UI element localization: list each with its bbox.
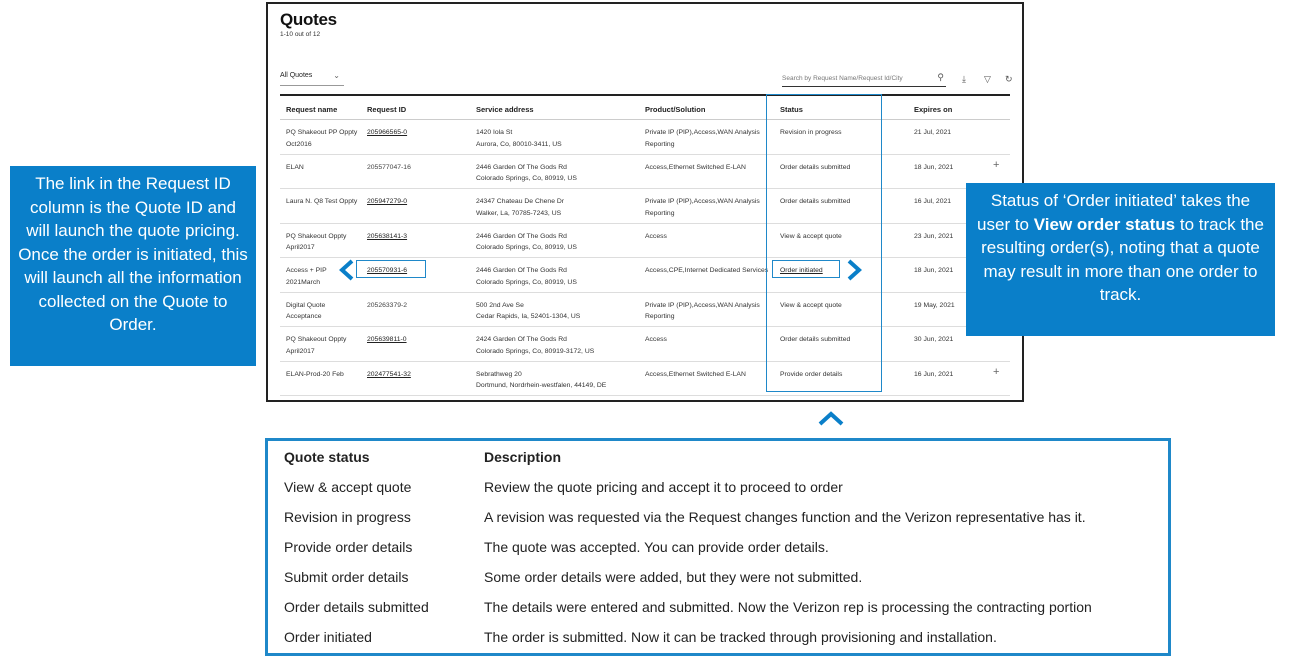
legend-header-description: Description [484,449,562,465]
quote-status-legend [265,438,1171,656]
table-row[interactable] [280,189,1010,224]
callout-right-text-pre: Status of ‘Order initiated’ takes the user to [977,191,1251,234]
legend-description: A revision was requested via the Request changes function and the Verizon representative has it. [484,509,1086,525]
request-name: Digital Quote Acceptance [286,301,326,320]
request-id-callout [10,166,256,366]
header-product[interactable]: Product/Solution [645,105,706,114]
request-name: PQ Shakeout Oppty April2017 [286,336,347,355]
address-line-2: Colorado Springs, Co, 80919, US [476,175,577,182]
search-input[interactable] [782,72,946,87]
quote-status: Order details submitted [780,163,851,171]
service-address [476,334,636,357]
quote-status: Revision in progress [780,129,842,136]
product-solution: Private IP (PIP),Access,WAN Analysis Reporting [645,301,760,320]
legend-description: Some order details were added, but they were not submitted. [484,569,863,585]
table-header [280,96,1010,120]
callout-right-text-post: to track the resulting order(s), noting that a quote may result in more than one order to track. [981,214,1264,304]
quote-status: View & accept quote [780,301,842,309]
callout-right-bold: View order status [1033,214,1176,234]
expires-on: 21 Jul, 2021 [914,129,952,136]
legend-status: View & accept quote [284,479,412,495]
search-icon[interactable]: ⚲ [937,72,944,82]
search-placeholder: Search by Request Name/Request Id/City [782,75,903,82]
quotes-screenshot-panel [266,2,1024,402]
callout-left-text: The link in the Request ID column is the Quote ID and will launch the quote pricing. Once the order is initiated, this will launch all the information collected on the Quote to Order. [18,174,248,334]
address-line-1: Sebrathweg 20 [476,370,522,378]
address-line-1: 2424 Garden Of The Gods Rd [476,336,567,343]
request-id-link[interactable]: 202477541-32 [367,370,411,378]
chevron-down-icon: ⌄ [333,71,340,80]
table-row[interactable] [280,120,1010,155]
address-line-1: 24347 Chateau De Chene Dr [476,198,565,205]
product-solution: Private IP (PIP),Access,WAN Analysis Reporting [645,129,760,148]
chevron-right-icon [845,259,863,281]
request-id-link[interactable]: 205263379-2 [367,301,408,309]
service-address [476,265,636,288]
service-address [476,231,636,254]
service-address [476,196,636,219]
product-solution: Private IP (PIP),Access,WAN Analysis Reporting [645,198,760,217]
address-line-1: 2446 Garden Of The Gods Rd [476,232,567,240]
address-line-2: Colorado Springs, Co, 80919-3172, US [476,347,595,355]
legend-description: Review the quote pricing and accept it to proceed to order [484,479,843,495]
product-solution: Access,Ethernet Switched E-LAN [645,163,746,171]
filter-icon[interactable]: ▽ [984,74,991,84]
request-id-link[interactable]: 205966565-0 [367,129,408,136]
request-name: PQ Shakeout Oppty April2017 [286,232,347,251]
header-service-address[interactable]: Service address [476,105,534,114]
request-name: ELAN [286,163,304,171]
quote-status: View & accept quote [780,232,842,240]
address-line-2: Colorado Springs, Co, 80919, US [476,244,577,251]
address-line-2: Walker, La, 70785-7243, US [476,209,562,217]
request-name: Access + PIP 2021March [286,267,327,286]
header-request-id[interactable]: Request ID [367,105,407,114]
request-id-link[interactable]: 205638141-3 [367,232,408,240]
expand-plus-icon[interactable]: + [993,365,1000,378]
request-id-link[interactable]: 205947279-0 [367,198,408,205]
request-id-link[interactable]: 205570931-6 [367,267,408,274]
page-title: Quotes [280,10,337,29]
header-expires[interactable]: Expires on [914,105,953,114]
request-name: PQ Shakeout PP Oppty Oct2016 [286,129,358,148]
product-solution: Access [645,232,667,240]
legend-header-status: Quote status [284,449,370,465]
address-line-1: 2446 Garden Of The Gods Rd [476,163,567,171]
service-address [476,162,636,185]
address-line-1: 500 2nd Ave Se [476,301,524,309]
download-icon[interactable]: ⤓ [962,74,966,84]
legend-status: Order initiated [284,629,372,645]
legend-status: Order details submitted [284,599,429,615]
expires-on: 30 Jun, 2021 [914,336,954,343]
chevron-up-icon [818,410,844,426]
quote-status: Provide order details [780,370,843,378]
legend-status: Submit order details [284,569,409,585]
address-line-2: Aurora, Co, 80010-3411, US [476,140,562,148]
table-row[interactable] [280,327,1010,362]
quote-status: Order details submitted [780,198,851,205]
expires-on: 16 Jul, 2021 [914,198,952,205]
header-request-name[interactable]: Request name [286,105,338,114]
product-solution: Access,Ethernet Switched E-LAN [645,370,746,378]
quote-status: Order details submitted [780,336,851,343]
product-solution: Access,CPE,Internet Dedicated Services [645,267,769,274]
legend-status: Revision in progress [284,509,411,525]
expires-on: 18 Jun, 2021 [914,163,954,171]
chevron-left-icon [338,259,356,281]
expand-plus-icon[interactable]: + [993,158,1000,171]
expires-on: 16 Jun, 2021 [914,370,954,378]
header-status[interactable]: Status [780,105,803,114]
order-initiated-highlight [772,260,840,278]
legend-status: Provide order details [284,539,413,555]
request-id-link[interactable]: 205639811-0 [367,336,407,343]
status-callout [966,183,1275,336]
legend-description: The quote was accepted. You can provide order details. [484,539,829,555]
quotes-table [280,96,1010,396]
expires-on: 19 May, 2021 [914,301,955,309]
table-row[interactable] [280,362,1010,397]
result-count: 1-10 out of 12 [280,31,321,38]
service-address [476,127,636,150]
quotes-filter-dropdown[interactable] [280,72,344,86]
quote-status[interactable]: Order initiated [780,267,823,274]
filter-selected-value: All Quotes [280,72,313,79]
request-name: ELAN-Prod-20 Feb [286,370,344,378]
service-address [476,369,636,392]
expires-on: 23 Jun, 2021 [914,232,954,240]
refresh-icon[interactable]: ↻ [1005,74,1013,84]
table-row[interactable] [280,224,1010,259]
service-address [476,300,636,323]
table-row[interactable] [280,155,1010,190]
request-id-highlight [356,260,426,278]
address-line-2: Dortmund, Nordrhein-westfalen, 44149, DE [476,382,607,389]
product-solution: Access [645,336,667,343]
address-line-2: Cedar Rapids, Ia, 52401-1304, US [476,313,581,320]
table-row[interactable] [280,293,1010,328]
legend-description: The order is submitted. Now it can be tracked through provisioning and installation. [484,629,997,645]
address-line-2: Colorado Springs, Co, 80919, US [476,278,577,286]
address-line-1: 1420 Iola St [476,129,513,136]
legend-description: The details were entered and submitted. Now the Verizon rep is processing the contracting portion [484,599,1092,615]
request-id-link[interactable]: 205577047-16 [367,163,411,171]
request-name: Laura N. Q8 Test Oppty [286,198,358,205]
address-line-1: 2446 Garden Of The Gods Rd [476,267,567,274]
expires-on: 18 Jun, 2021 [914,267,954,274]
